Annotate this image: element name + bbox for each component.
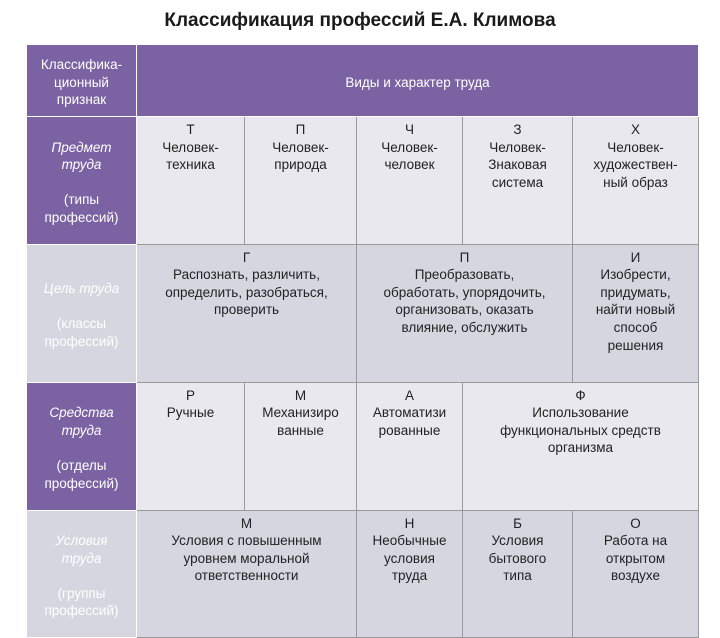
cell-subject-art-image: Х Человек- художествен- ный образ bbox=[573, 117, 699, 245]
classification-table bbox=[26, 44, 699, 638]
page-title: Классификация профессий Е.А. Климова bbox=[164, 10, 556, 31]
row-label-means-note: (отделы профессий) bbox=[44, 458, 119, 491]
row-label-conditions bbox=[27, 510, 137, 638]
cell-subject-nature: П Человек- природа bbox=[245, 117, 357, 245]
cell-goal-invent: И Изобрести, придумать, найти новый способ решения bbox=[573, 244, 699, 382]
cell-means-automated: А Автоматизи рованные bbox=[357, 382, 463, 510]
types-header: Виды и характер труда bbox=[137, 45, 699, 117]
row-label-goal-title: Цель труда bbox=[43, 281, 120, 297]
cell-conditions-outdoor: О Работа на открытом воздухе bbox=[573, 510, 699, 638]
cell-subject-human: Ч Человек- человек bbox=[357, 117, 463, 245]
table-row-means bbox=[27, 382, 699, 510]
row-label-subject-note: (типы профессий) bbox=[44, 192, 119, 225]
cell-conditions-household: Б Условия бытового типа bbox=[463, 510, 573, 638]
cell-means-functional: Ф Использование функциональных средств организма bbox=[463, 382, 699, 510]
row-label-subject-title: Предмет труда bbox=[51, 139, 112, 173]
cell-means-mechanized: М Механизиро ванные bbox=[245, 382, 357, 510]
row-label-means bbox=[27, 382, 137, 510]
row-label-means-title: Средства труда bbox=[49, 405, 114, 438]
cell-conditions-unusual: Н Необычные условия труда bbox=[357, 510, 463, 638]
header-row bbox=[27, 45, 699, 117]
cell-means-manual: Р Ручные bbox=[137, 382, 245, 510]
criterion-header: Классифика- ционный признак bbox=[27, 45, 137, 117]
cell-conditions-moral: М Условия с повышенным уровнем моральной ответственности bbox=[137, 510, 357, 638]
row-label-subject bbox=[27, 117, 137, 245]
table-row-subject bbox=[27, 117, 699, 245]
table-row-goal bbox=[27, 244, 699, 382]
row-label-conditions-title: Условия труда bbox=[55, 533, 108, 566]
cell-subject-sign-system: З Человек- Знаковая система bbox=[463, 117, 573, 245]
row-label-goal-note: (классы профессий) bbox=[44, 316, 119, 349]
table-row-conditions bbox=[27, 510, 699, 638]
cell-goal-transform: П Преобразовать, обработать, упорядочить, организовать, оказать влияние, обслужить bbox=[357, 244, 573, 382]
cell-subject-technique: Т Человек- техника bbox=[137, 117, 245, 245]
row-label-conditions-note: (группы профессий) bbox=[44, 585, 119, 619]
cell-goal-gnostic: Г Распознать, различить, определить, разобраться, проверить bbox=[137, 244, 357, 382]
row-label-goal bbox=[27, 244, 137, 382]
